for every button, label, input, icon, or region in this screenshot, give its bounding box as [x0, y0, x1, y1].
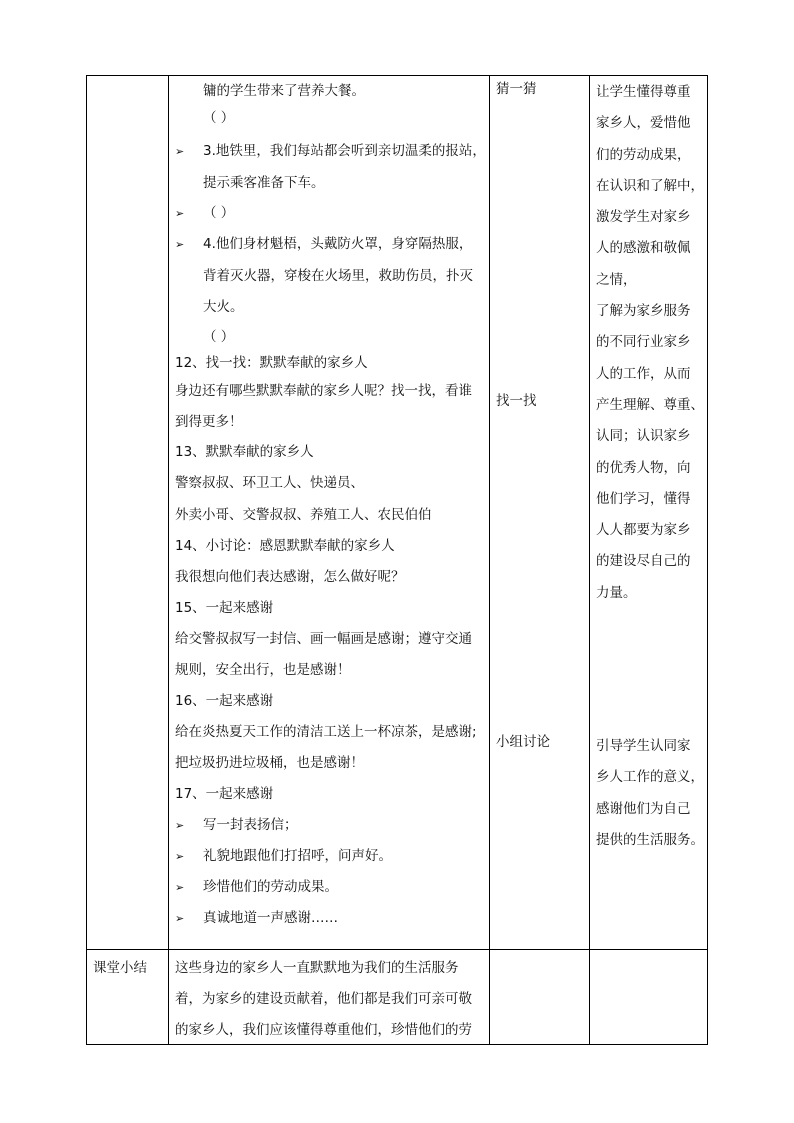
- content-line: （ ）: [203, 329, 235, 345]
- content-line: 外卖小哥、交警叔叔、养殖工人、农民伯伯: [175, 507, 432, 523]
- content-line: 真诚地道一声感谢……: [203, 910, 338, 926]
- purpose-line: 激发学生对家乡: [596, 209, 691, 226]
- purpose-line: 人的感激和敬佩: [596, 240, 691, 257]
- purpose-line: 们的劳动成果，: [596, 146, 691, 163]
- purpose-line: 认同；认识家乡: [596, 428, 691, 445]
- purpose-line: 他们学习，懂得: [596, 490, 691, 507]
- bullet-arrow-icon: ➢: [175, 207, 185, 220]
- content-line: 珍惜他们的劳动成果。: [203, 879, 338, 895]
- purpose-line: 提供的生活服务。: [596, 831, 704, 848]
- content-line: 给在炎热夏天工作的清洁工送上一杯凉茶，是感谢;: [175, 724, 477, 740]
- content-line: 3.地铁里，我们每站都会听到亲切温柔的报站，: [203, 143, 486, 159]
- purpose-line: 人人都要为家乡: [596, 522, 691, 539]
- content-line: 12、找一找：默默奉献的家乡人: [175, 355, 368, 371]
- purpose-line: 了解为家乡服务: [596, 303, 691, 320]
- content-line: 写一封表扬信；: [203, 817, 298, 833]
- table-border-right: [707, 75, 708, 1045]
- summary-line: 这些身边的家乡人一直默默地为我们的生活服务: [175, 960, 459, 976]
- purpose-block-1: [596, 77, 704, 609]
- column-divider-3: [589, 75, 590, 1045]
- content-line: 14、小讨论：感恩默默奉献的家乡人: [175, 538, 395, 554]
- purpose-line: 产生理解、尊重、: [596, 396, 704, 413]
- table-border-left: [86, 75, 87, 1045]
- purpose-line: 之情，: [596, 271, 637, 288]
- content-line: 身边还有哪些默默奉献的家乡人呢？找一找，看谁: [175, 383, 472, 399]
- purpose-line: 在认识和了解中，: [596, 177, 704, 194]
- bullet-arrow-icon: ➢: [175, 912, 185, 925]
- purpose-line: 乡人工作的意义，: [596, 769, 704, 786]
- activity-label: 找一找: [496, 393, 537, 409]
- purpose-line: 感谢他们为自己: [596, 800, 691, 817]
- table-border-top: [86, 75, 708, 76]
- content-line: 规则，安全出行，也是感谢！: [175, 662, 351, 678]
- content-line: 礼貌地跟他们打招呼，问声好。: [203, 848, 392, 864]
- content-line: （ ）: [203, 110, 235, 126]
- purpose-line: 的不同行业家乡: [596, 334, 691, 351]
- bullet-arrow-icon: ➢: [175, 145, 185, 158]
- content-line: 把垃圾扔进垃圾桶，也是感谢！: [175, 755, 364, 771]
- bullet-arrow-icon: ➢: [175, 850, 185, 863]
- summary-label: 课堂小结: [93, 960, 147, 976]
- content-line: 提示乘客准备下车。: [203, 175, 325, 191]
- content-line: （ ）: [203, 205, 235, 221]
- content-line: 警察叔叔、环卫工人、快递员、: [175, 475, 364, 491]
- content-line: 15、一起来感谢: [175, 600, 274, 616]
- summary-line: 的家乡人，我们应该懂得尊重他们，珍惜他们的劳: [175, 1022, 472, 1038]
- purpose-line: 力量。: [596, 584, 637, 601]
- row-divider-summary: [86, 949, 708, 950]
- content-line: 大火。: [203, 299, 244, 315]
- summary-line: 着，为家乡的建设贡献着，他们都是我们可亲可敬: [175, 991, 472, 1007]
- content-line: 17、一起来感谢: [175, 786, 274, 802]
- bullet-arrow-icon: ➢: [175, 819, 185, 832]
- bullet-arrow-icon: ➢: [175, 238, 185, 251]
- activity-label: 小组讨论: [496, 734, 550, 750]
- purpose-line: 让学生懂得尊重: [596, 84, 691, 100]
- column-divider-1: [168, 75, 169, 1045]
- column-divider-2: [489, 75, 490, 1045]
- activity-label: 猜一猜: [496, 81, 537, 97]
- content-line: 给交警叔叔写一封信、画一幅画是感谢；遵守交通: [175, 631, 472, 647]
- purpose-line: 人的工作，从而: [596, 365, 691, 382]
- bullet-arrow-icon: ➢: [175, 881, 185, 894]
- purpose-line: 家乡人，爱惜他: [596, 115, 691, 132]
- purpose-line: 的建设尽自己的: [596, 553, 691, 570]
- purpose-line: 引导学生认同家: [596, 738, 691, 754]
- content-line: 13、默默奉献的家乡人: [175, 444, 314, 460]
- content-line: 背着灭火器，穿梭在火场里，救助伤员，扑灭: [203, 268, 473, 284]
- purpose-block-2: [596, 731, 704, 856]
- content-line: 到得更多！: [175, 414, 243, 430]
- content-line: 4.他们身材魁梧，头戴防火罩，身穿隔热服，: [203, 236, 473, 252]
- purpose-line: 的优秀人物，向: [596, 459, 691, 476]
- content-line: 镛的学生带来了营养大餐。: [203, 83, 365, 99]
- content-line: 我很想向他们表达感谢，怎么做好呢？: [175, 569, 405, 585]
- content-line: 16、一起来感谢: [175, 693, 274, 709]
